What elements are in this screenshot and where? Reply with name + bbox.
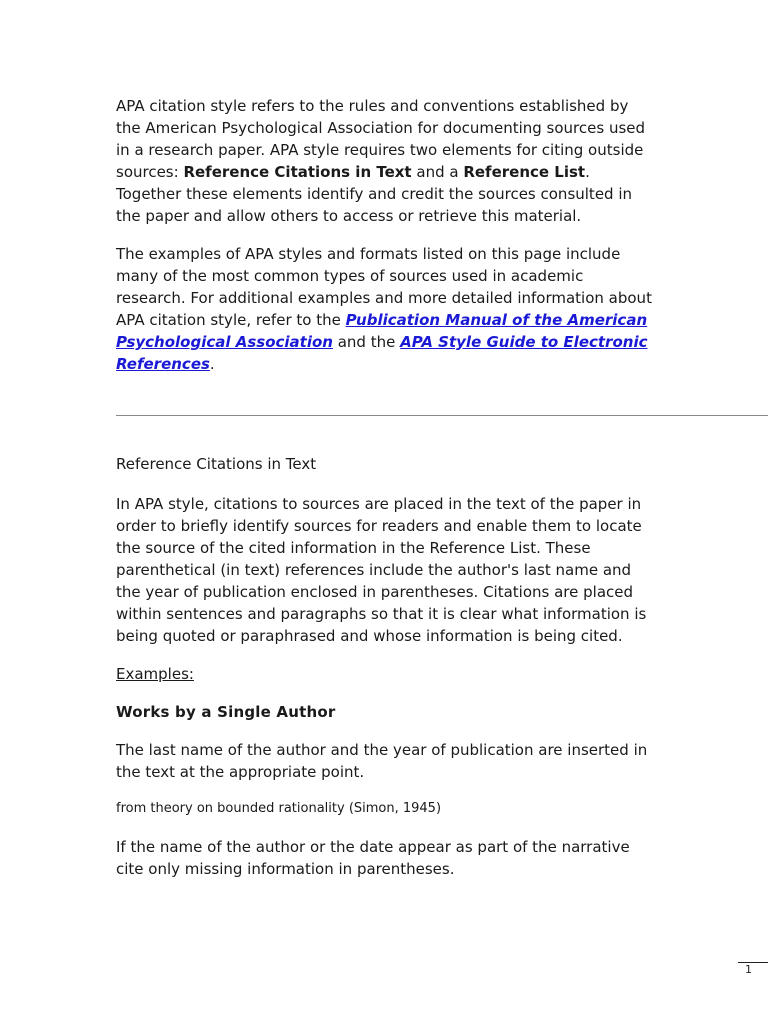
intro-paragraph-1 [116,95,656,227]
intro-p1-text-b: . Together these elements identify and credit the sources consulted in the paper and allow others to access or retrieve this material. [116,163,633,225]
examples-label: Examples: [116,665,194,683]
intro-p1-text-a: APA citation style refers to the rules and conventions established by the American Psychological Association for documenting sources used in a research paper. APA style requires two elements for citing outside sources: [116,97,646,181]
section-heading: Reference Citations in Text [116,455,317,473]
section-body-paragraph: In APA style, citations to sources are placed in the text of the paper in order to briefly identify sources for readers and enable them to locate the source of the cited information in the Reference List. These parenthetical (in text) references include the author's last name and the year of publication enclosed in parentheses. Citations are placed within sentences and paragraphs so that it is clear what information is being quoted or paraphrased and whose information is being cited. [116,495,647,645]
narrative-paragraph: If the name of the author or the date appear as part of the narrative cite only missing information in parentheses. [116,838,630,878]
single-author-paragraph: The last name of the author and the year of publication are inserted in the text at the appropriate point. [116,741,648,781]
intro-p2-text-end: . [209,355,215,373]
intro-p2-text-mid: and the [332,333,401,351]
footer-divider [738,962,768,963]
publication-manual-link[interactable]: Publication Manual of the American Psychological Association [116,311,648,351]
bold-term-reference-list: Reference List [463,163,586,181]
apa-style-guide-link[interactable]: APA Style Guide to Electronic References [116,333,648,373]
intro-paragraph-2 [116,243,656,375]
single-author-subheading: Works by a Single Author [116,703,336,721]
page-number: 1 [745,963,752,976]
reference-citations-section [116,453,656,896]
intro-p2-text-a: The examples of APA styles and formats listed on this page include many of the most common types of sources used in academic research. For additional examples and more detailed information about APA citation style, refer to the [116,245,652,329]
intro-p1-text-mid: and a [411,163,464,181]
intro-section [116,95,656,375]
bold-term-reference-citations: Reference Citations in Text [183,163,412,181]
example-citation: from theory on bounded rationality (Simon, 1945) [116,801,442,816]
horizontal-divider [116,415,768,416]
